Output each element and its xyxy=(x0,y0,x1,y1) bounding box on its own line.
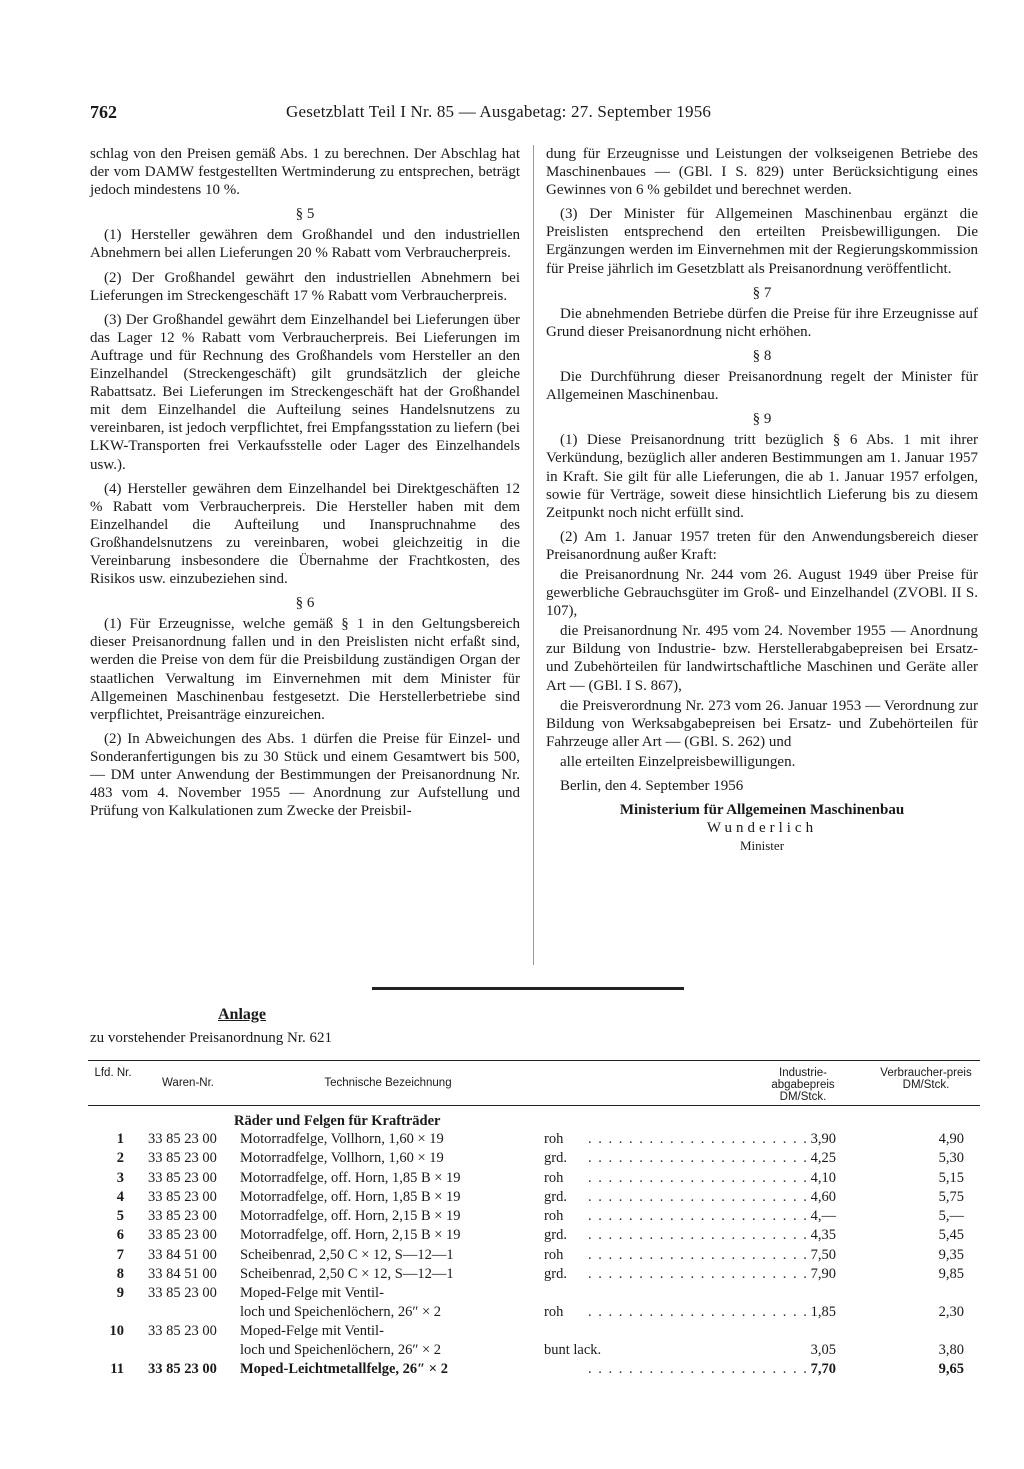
finish: grd. xyxy=(544,1188,567,1205)
paragraph: Die abnehmenden Betriebe dürfen die Preise für ihre Erzeugnisse auf Grund dieser Preisanordnung nicht erhöhen. xyxy=(546,305,978,340)
industry-price: 4,35 xyxy=(810,1227,836,1244)
table-body xyxy=(88,1130,980,1380)
section-heading: § 7 xyxy=(752,284,772,301)
finish: roh xyxy=(544,1131,564,1147)
leader-dots: . . . . . . . . . . . . . . . . . . . . . . xyxy=(588,1227,809,1244)
article-number: 33 85 23 00 xyxy=(148,1208,217,1225)
article-number: 33 84 51 00 xyxy=(148,1246,217,1263)
description-line: loch und Speichenlöchern, 26″ × 2 xyxy=(240,1304,442,1321)
article-number: 33 84 51 00 xyxy=(148,1266,217,1283)
table-row xyxy=(88,1284,980,1322)
table-header xyxy=(88,1060,980,1106)
consumer-price: 5,— xyxy=(938,1208,964,1225)
repealed-item: die Preisverordnung Nr. 273 vom 26. Januar 1953 — Verordnung zur Bildung von Werksabgabepreisen bei Ersatz- und Zubehörteilen für Fahrzeuge aller Art — (GBl. S. 262) und xyxy=(546,697,978,750)
row-number: 2 xyxy=(116,1150,124,1167)
page-header xyxy=(90,102,980,126)
paragraph: dung für Erzeugnisse und Leistungen der volkseigenen Betriebe des Maschinenbaues — (GBl. I S. 829) unter Berücksichtigung eines Gewinnes von 6 % gebildet und berechnet werden. xyxy=(546,146,978,199)
table-row xyxy=(88,1265,980,1284)
leader-dots: . . . . . . . . . . . . . . . . . . . . . . xyxy=(588,1188,809,1205)
repealed-item: die Preisanordnung Nr. 244 vom 26. August 1949 über Preise für gewerbliche Gebrauchsgüter im Groß- und Einzelhandel (ZVOBl. II S. 107), xyxy=(546,566,978,620)
industry-price: 4,10 xyxy=(810,1169,836,1186)
industry-price: 3,90 xyxy=(810,1131,836,1147)
place-date: Berlin, den 4. September 1956 xyxy=(560,778,744,794)
leader-dots: . . . . . . . . . . . . . . . . . . . . . . xyxy=(588,1169,809,1186)
technical-description: Motorradfelge, Vollhorn, 1,60 × 19 xyxy=(240,1131,444,1147)
consumer-price: 4,90 xyxy=(938,1131,964,1147)
leader-dots: . . . . . . . . . . . . . . . . . . . . . . xyxy=(588,1266,809,1283)
industry-price: 7,50 xyxy=(810,1246,836,1263)
finish: roh xyxy=(544,1304,564,1321)
column-header-consumer-price: Verbraucher-preis DM/Stck. xyxy=(880,1067,972,1091)
consumer-price: 9,35 xyxy=(938,1246,964,1263)
row-number: 1 xyxy=(116,1131,124,1147)
column-header-industry-price: Industrie-abgabepreis DM/Stck. xyxy=(771,1067,835,1103)
consumer-price: 5,30 xyxy=(938,1150,964,1167)
description-line: Moped-Felge mit Ventil- xyxy=(240,1323,384,1340)
description-line: Moped-Felge mit Ventil- xyxy=(240,1285,384,1302)
row-number: 8 xyxy=(116,1266,124,1283)
consumer-price: 5,45 xyxy=(938,1227,964,1244)
repealed-item: alle erteilten Einzelpreisbewilligungen. xyxy=(560,753,796,770)
article-number: 33 85 23 00 xyxy=(148,1323,217,1340)
paragraph: (2) Der Großhandel gewährt den industriellen Abnehmern bei Lieferungen im Streckengeschäft 17 % Rabatt vom Verbraucherpreis. xyxy=(90,269,520,304)
paragraph: Die Durchführung dieser Preisanordnung regelt der Minister für Allgemeinen Maschinenbau. xyxy=(546,369,978,404)
finish: grd. xyxy=(544,1150,567,1167)
technical-description: Moped-Leichtmetallfelge, 26″ × 2 xyxy=(240,1361,448,1378)
leader-dots: . . . . . . . . . . . . . . . . . . . . . . xyxy=(588,1208,809,1225)
table-row xyxy=(88,1149,980,1168)
consumer-price: 9,65 xyxy=(938,1361,964,1378)
column-header-ware: Waren-Nr. xyxy=(162,1077,214,1089)
description-line: loch und Speichenlöchern, 26″ × 2 xyxy=(240,1342,442,1359)
row-number: 5 xyxy=(116,1208,124,1225)
article-number: 33 85 23 00 xyxy=(148,1188,217,1205)
leader-dots: . . . . . . . . . . . . . . . . . . . . . . xyxy=(588,1150,809,1167)
article-number: 33 85 23 00 xyxy=(148,1131,217,1147)
consumer-price: 5,15 xyxy=(938,1169,964,1186)
technical-description: Motorradfelge, off. Horn, 1,85 B × 19 xyxy=(240,1169,461,1186)
paragraph: (1) Hersteller gewähren dem Großhandel und den industriellen Abnehmern bei allen Lieferungen 20 % Rabatt vom Verbraucherpreis. xyxy=(90,227,520,262)
leader-dots: . . . . . . . . . . . . . . . . . . . . . . xyxy=(588,1304,809,1321)
row-number: 3 xyxy=(116,1169,124,1186)
paragraph: (2) In Abweichungen des Abs. 1 dürfen die Preise für Einzel- und Sonderanfertigungen bis zu 30 Stück und einem Gesamtwert bis 500,— DM unter Anwendung der Bestimmungen der Preisanordnung Nr. 483 vom 4. November 1955 — Anordnung zur Aufstellung und Prüfung von Kalkulationen zum Zwecke der Preisbil- xyxy=(90,730,520,820)
signature-name: Wunderlich xyxy=(706,820,818,837)
table-row xyxy=(88,1360,980,1379)
section-heading: § 5 xyxy=(295,206,315,223)
running-title: Gesetzblatt Teil I Nr. 85 — Ausgabetag: 27. September 1956 xyxy=(286,102,712,121)
paragraph: (4) Hersteller gewähren dem Einzelhandel bei Direktgeschäften 12 % Rabatt vom Verbraucherpreis. Die Hersteller haben mit dem Einzelhandel die Aufteilung und Inanspruchnahme des Großhandelsnutzens zu vereinbaren, wobei gleichzeitig in die Vereinbarung insbesondere die Übernahme der Frachtkosten, des Risikos usw. einzubeziehen sind. xyxy=(90,480,520,588)
anlage-title: Anlage xyxy=(218,1006,266,1023)
right-column xyxy=(546,145,978,855)
row-number: 11 xyxy=(110,1361,124,1378)
section-heading: § 8 xyxy=(752,347,772,364)
row-number: 9 xyxy=(116,1285,124,1302)
technical-description: Motorradfelge, Vollhorn, 1,60 × 19 xyxy=(240,1150,444,1167)
technical-description: Scheibenrad, 2,50 C × 12, S—12—1 xyxy=(240,1266,454,1283)
consumer-price: 2,30 xyxy=(938,1304,964,1321)
industry-price: 7,70 xyxy=(810,1361,836,1378)
finish: grd. xyxy=(544,1266,567,1283)
table-row xyxy=(88,1246,980,1265)
signature-ministry: Ministerium für Allgemeinen Maschinenbau xyxy=(619,802,905,819)
group-title: Räder und Felgen für Krafträder xyxy=(234,1113,441,1129)
row-number: 6 xyxy=(116,1227,124,1244)
consumer-price: 9,85 xyxy=(938,1266,964,1283)
table-row xyxy=(88,1188,980,1207)
technical-description: Motorradfelge, off. Horn, 2,15 B × 19 xyxy=(240,1227,461,1244)
article-number: 33 85 23 00 xyxy=(148,1169,217,1186)
row-number: 10 xyxy=(109,1323,124,1340)
signature-role: Minister xyxy=(739,838,785,854)
technical-description xyxy=(240,1322,590,1360)
table-row xyxy=(88,1207,980,1226)
consumer-price: 3,80 xyxy=(938,1342,964,1359)
article-number: 33 85 23 00 xyxy=(148,1227,217,1244)
paragraph: (3) Der Großhandel gewährt dem Einzelhandel bei Lieferungen über das Lager 12 % Rabatt vom Verbraucherpreis. Bei Lieferungen im Auftrage und für Rechnung des Großhandels vom Hersteller an den Einzelhandel (Streckengeschäft) gilt grundsätzlich der gleiche Rabattsatz. Bei Lieferungen im Streckengeschäft hat der Großhandel mit dem Einzelhandel die Aufteilung seines Handelsnutzens zu vereinbaren, ist jedoch verpflichtet, frei Empfangsstation zu liefern (bei LKW-Transporten frei Verkaufsstelle oder Lager des Einzelhandels usw.). xyxy=(90,311,520,473)
repealed-item: die Preisanordnung Nr. 495 vom 24. November 1955 — Anordnung zur Bildung von Industrie- bzw. Herstellerabgabepreisen bei Ersatz- und Zubehörteilen für landwirtschaftliche Maschinen und Geräte aller Art — (GBl. I S. 867), xyxy=(546,623,978,694)
technical-description: Scheibenrad, 2,50 C × 12, S—12—1 xyxy=(240,1246,454,1263)
industry-price: 7,90 xyxy=(810,1266,836,1283)
column-divider xyxy=(533,145,534,965)
finish: grd. xyxy=(544,1227,567,1244)
finish: roh xyxy=(544,1208,564,1225)
section-heading: § 6 xyxy=(295,595,315,612)
row-number: 4 xyxy=(116,1188,124,1205)
page-number: 762 xyxy=(90,102,117,122)
finish: roh xyxy=(544,1169,564,1186)
table-row xyxy=(88,1226,980,1245)
paragraph: (2) Am 1. Januar 1957 treten für den Anwendungsbereich dieser Preisanordnung außer Kraft: xyxy=(546,528,978,563)
consumer-price: 5,75 xyxy=(938,1188,964,1205)
leader-dots: . . . . . . . . . . . . . . . . . . . . . . xyxy=(588,1246,809,1263)
technical-description: Motorradfelge, off. Horn, 1,85 B × 19 xyxy=(240,1188,461,1205)
technical-description xyxy=(240,1284,590,1322)
table-row xyxy=(88,1130,980,1149)
anlage-subtitle: zu vorstehender Preisanordnung Nr. 621 xyxy=(90,1030,333,1046)
technical-description: Motorradfelge, off. Horn, 2,15 B × 19 xyxy=(240,1208,461,1225)
industry-price: 1,85 xyxy=(810,1304,836,1321)
article-number: 33 85 23 00 xyxy=(148,1361,217,1378)
section-heading: § 9 xyxy=(752,411,772,428)
paragraph: (3) Der Minister für Allgemeinen Maschinenbau ergänzt die Preislisten entsprechend den erteilten Preisbewilligungen. Die Ergänzungen werden im Einvernehmen mit der Regierungskommission für Preise jährlich im Gesetzblatt als Preisanordnung veröffentlicht. xyxy=(546,206,978,277)
paragraph: (1) Für Erzeugnisse, welche gemäß § 1 in den Geltungsbereich dieser Preisanordnung fallen und in den Preislisten nicht erfaßt sind, werden die Preise von dem für die Preisbildung zuständigen Organ der staatlichen Verwaltung im Einvernehmen mit dem Minister für Allgemeinen Maschinenbau festgesetzt. Die Herstellerbetriebe sind verpflichtet, Preisanträge einzureichen. xyxy=(90,616,520,723)
table-row xyxy=(88,1169,980,1188)
paragraph: (1) Diese Preisanordnung tritt bezüglich § 6 Abs. 1 mit ihrer Verkündung, bezüglich aller anderen Bestimmungen am 1. Januar 1957 in Kraft. Sie gilt für alle Lieferungen, die ab 1. Januar 1957 erfolgen, sowie für Verträge, soweit diese hinsichtlich Lieferung bis zu diesem Zeitpunkt noch nicht erfüllt sind. xyxy=(546,432,978,521)
article-number: 33 85 23 00 xyxy=(148,1150,217,1167)
article-number: 33 85 23 00 xyxy=(148,1285,217,1302)
row-number: 7 xyxy=(116,1246,124,1263)
left-column xyxy=(90,145,520,826)
table-row xyxy=(88,1322,980,1360)
price-table xyxy=(88,1060,980,1380)
column-header-tech: Technische Bezeichnung xyxy=(324,1077,452,1089)
paragraph: schlag von den Preisen gemäß Abs. 1 zu berechnen. Der Abschlag hat der vom DAMW festgestellten Wertminderung zu entsprechen, beträgt jedoch mindestens 10 %. xyxy=(90,146,520,199)
industry-price: 4,— xyxy=(810,1208,836,1225)
column-header-lfd: Lfd. Nr. xyxy=(94,1067,132,1079)
leader-dots: . . . . . . . . . . . . . . . . . . . . . . xyxy=(588,1361,809,1378)
industry-price: 3,05 xyxy=(810,1342,836,1359)
leader-dots: . . . . . . . . . . . . . . . . . . . . . . xyxy=(588,1131,809,1147)
industry-price: 4,25 xyxy=(810,1150,836,1167)
industry-price: 4,60 xyxy=(810,1188,836,1205)
section-divider xyxy=(372,987,684,990)
finish: roh xyxy=(544,1246,564,1263)
finish: bunt lack. xyxy=(544,1342,602,1359)
